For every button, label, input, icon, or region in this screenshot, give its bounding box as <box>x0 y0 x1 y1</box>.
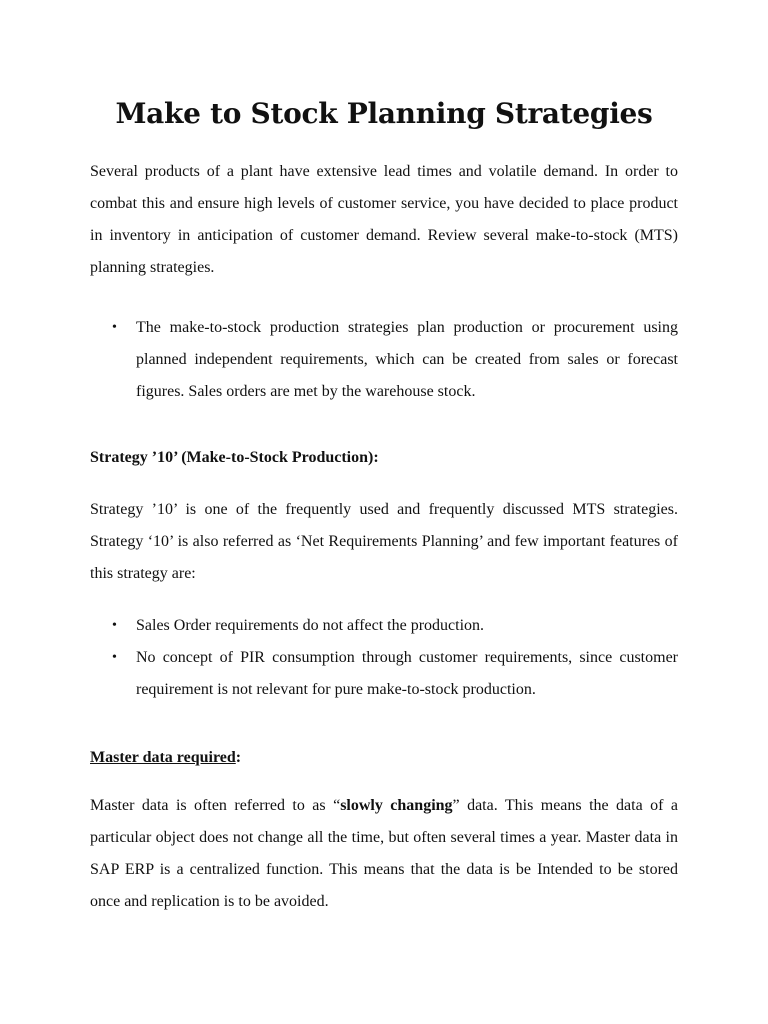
bullet-list-features <box>90 610 678 706</box>
list-item-text: No concept of PIR consumption through customer requirements, since customer requirement is not relevant for pure make-to-stock production. <box>136 649 678 698</box>
bullet-list-production <box>90 312 678 408</box>
master-data-text-end: ” data. This means the data of a particular object does not change all the time, but often several times a year. Master data in SAP ERP is a centralized function. This means that the data is be Intended to be stored once and replication is to be avoided. <box>90 797 679 910</box>
strategy-heading: Strategy ’10’ (Make-to-Stock Production): <box>90 449 379 466</box>
bullet-icon: • <box>112 650 117 665</box>
page-title: Make to Stock Planning Strategies <box>115 97 653 130</box>
master-data-heading-suffix: : <box>235 749 242 766</box>
strategy-paragraph: Strategy ’10’ is one of the frequently used and frequently discussed MTS strategies. Strategy ‘10’ is also referred as ‘Net Requirements Planning’ and few important features of this strategy are: <box>90 501 678 582</box>
master-data-text-start: Master data is often referred to as “ <box>90 797 341 814</box>
intro-paragraph: Several products of a plant have extensive lead times and volatile demand. In order to combat this and ensure high levels of customer service, you have decided to place product in inventory in anticipation of customer demand. Review several make-to-stock (MTS) planning strategies. <box>90 163 678 276</box>
bullet-icon: • <box>112 618 117 633</box>
master-data-heading <box>90 742 678 774</box>
master-data-paragraph <box>90 790 678 918</box>
slowly-changing-emphasis: slowly changing <box>340 797 453 814</box>
bullet-icon: • <box>112 320 117 335</box>
list-item <box>90 642 678 706</box>
list-item <box>90 610 678 642</box>
list-item-text: Sales Order requirements do not affect the production. <box>136 617 485 634</box>
list-item <box>90 312 678 408</box>
master-data-heading-underlined: Master data required <box>90 749 236 766</box>
list-item-text: The make-to-stock production strategies plan production or procurement using planned independent requirements, which can be created from sales or forecast figures. Sales orders are met by the warehouse stock. <box>136 319 678 400</box>
